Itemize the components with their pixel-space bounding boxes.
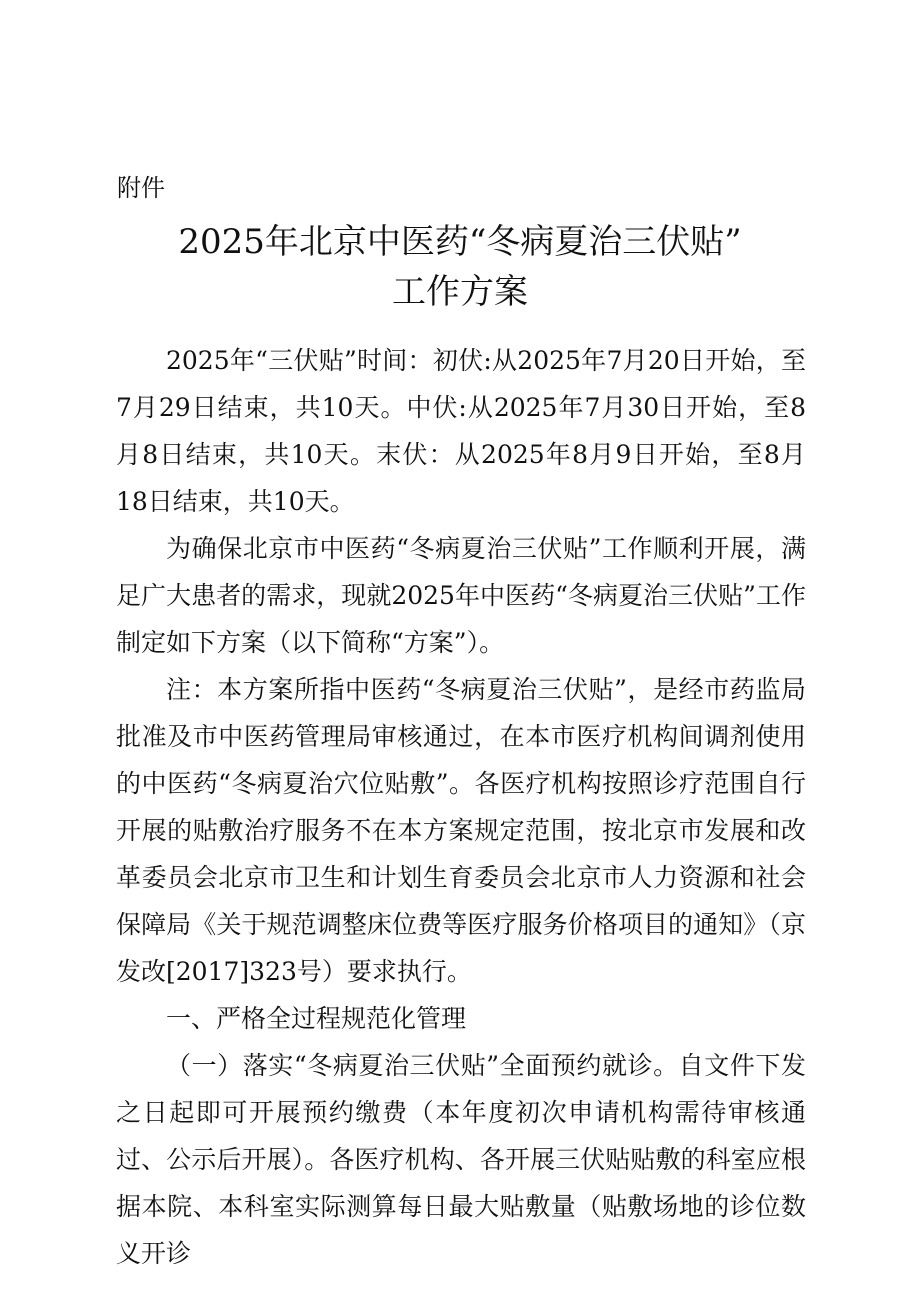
document-title-line-1: 2025年北京中医药“冬病夏治三伏贴”: [178, 222, 742, 262]
paragraph-purpose: 为确保北京市中医药“冬病夏治三伏贴”工作顺利开展，满足广大患者的需求，现就2025年中医药“冬病夏治三伏贴”工作制定如下方案（以下简称“方案”）。: [116, 534, 806, 657]
section-heading-1: 一、严格全过程规范化管理: [166, 1004, 467, 1033]
document-title-line-2: 工作方案: [392, 272, 528, 312]
paragraph-schedule: 2025年“三伏贴”时间：初伏:从2025年7月20日开始，至7月29日结束，共10天。中伏:从2025年7月30日开始，至8月8日结束，共10天。末伏：从2025年8月9日开始，至8月18日结束，共10天。: [116, 346, 806, 516]
paragraph-section-1-1: （一）落实“冬病夏治三伏贴”全面预约就诊。自文件下发之日起即可开展预约缴费（本年度初次申请机构需待审核通过、公示后开展）。各医疗机构、各开展三伏贴贴敷的科室应根据本院、本科室实际测算每日最大贴敷量（贴敷场地的诊位数义开诊: [116, 1051, 806, 1268]
paragraph-note: 注：本方案所指中医药“冬病夏治三伏贴”，是经市药监局批准及市中医药管理局审核通过，在本市医疗机构间调剂使用的中医药“冬病夏治穴位贴敷”。各医疗机构按照诊疗范围自行开展的贴敷治疗服务不在本方案规定范围，按北京市发展和改革委员会北京市卫生和计划生育委员会北京市人力资源和社会保障局《关于规范调整床位费等医疗服务价格项目的通知》（京发改[2017]323号）要求执行。: [116, 675, 806, 986]
attachment-label: 附件: [117, 174, 165, 202]
document-body: [116, 337, 806, 1277]
